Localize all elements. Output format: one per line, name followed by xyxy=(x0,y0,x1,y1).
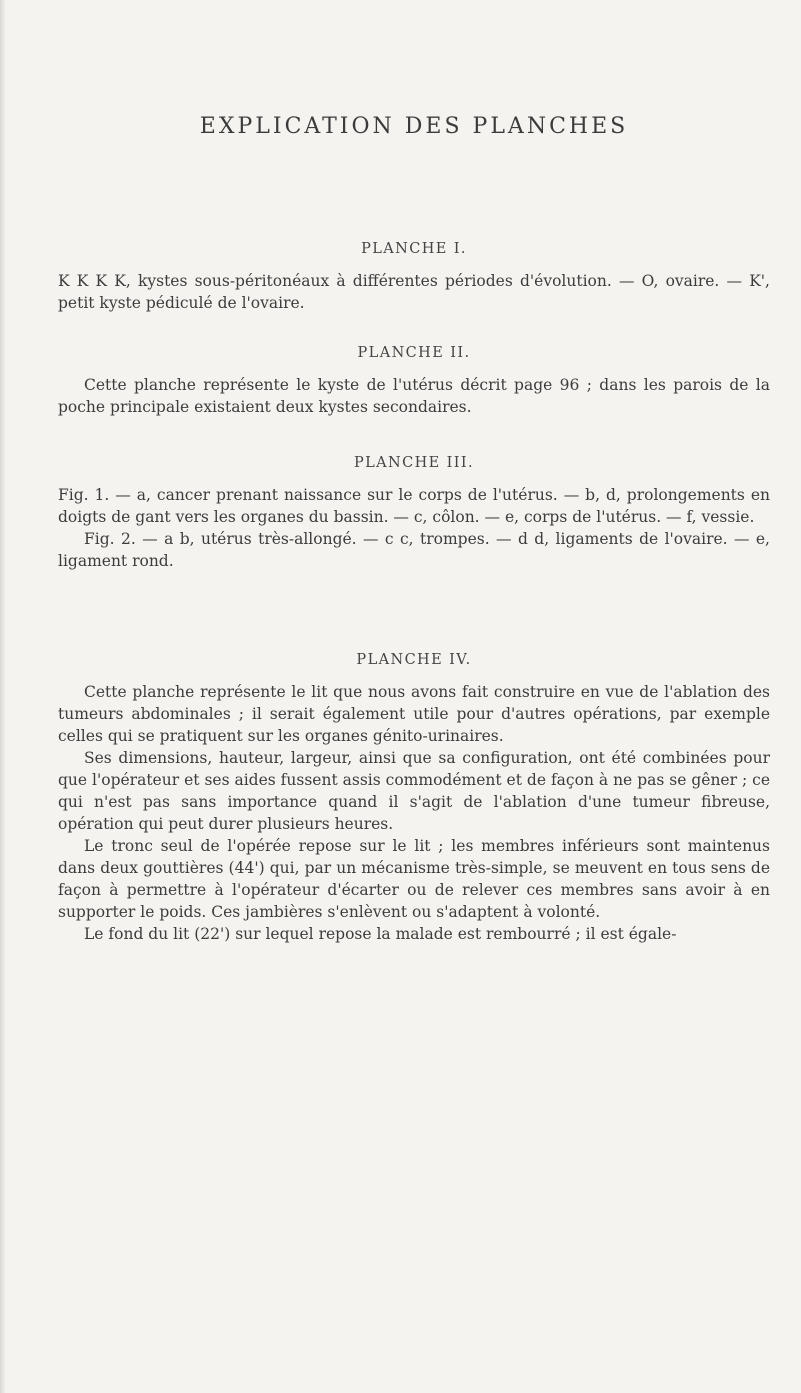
planche-4-paragraph-3: Le tronc seul de l'opérée repose sur le lit ; les membres inférieurs sont maintenus dans deux gouttières (44') qui, par un mécanisme très-simple, se meuvent en tous sens de façon à permettre à l'opérateur d'écarter ou de relever ces membres sans avoir à en supporter le poids. Ces jambières s'enlèvent ou s'adaptent à volonté. xyxy=(58,837,770,921)
planche-4-paragraph-1: Cette planche représente le lit que nous avons fait construire en vue de l'ablation des tumeurs abdominales ; il serait également utile pour d'autres opérations, par exemple celles qui se pratiquent sur les organes génito-urinaires. xyxy=(58,683,770,745)
planche-4-paragraph-2: Ses dimensions, hauteur, largeur, ainsi que sa configuration, ont été combinées pour que l'opérateur et ses aides fussent assis commodément et de façon à ne pas se gêner ; ce qui n'est pas sans importance quand il s'agit de l'ablation d'une tumeur fibreuse, opération qui peut durer plusieurs heures. xyxy=(58,749,770,833)
planche-3-section xyxy=(58,455,770,572)
planche-3-fig-2: Fig. 2. — a b, utérus très-allongé. — c c, trompes. — d d, ligaments de l'ovaire. — e, ligament rond. xyxy=(58,530,770,570)
planche-2-text: Cette planche représente le kyste de l'utérus décrit page 96 ; dans les parois de la poche principale existaient deux kystes secondaires. xyxy=(58,376,770,416)
planche-2-section xyxy=(58,345,770,418)
page-edge-shadow xyxy=(0,0,6,1393)
page-title: EXPLICATION DES PLANCHES xyxy=(199,114,629,139)
planche-3-fig-1: Fig. 1. — a, cancer prenant naissance sur le corps de l'utérus. — b, d, prolongements en doigts de gant vers les organes du bassin. — c, côlon. — e, corps de l'utérus. — f, vessie. xyxy=(58,486,770,526)
planche-3-heading: PLANCHE III. xyxy=(353,455,475,471)
planche-4-heading: PLANCHE IV. xyxy=(356,652,472,668)
planche-4-paragraph-4: Le fond du lit (22') sur lequel repose la malade est rembourré ; il est égale- xyxy=(84,925,677,943)
planche-2-heading: PLANCHE II. xyxy=(357,345,471,361)
planche-1-heading: PLANCHE I. xyxy=(361,241,467,257)
planche-4-section xyxy=(58,652,770,945)
planche-1-section xyxy=(58,241,770,314)
planche-1-text: K K K K, kystes sous-péritonéaux à différentes périodes d'évolution. — O, ovaire. — K', petit kyste pédiculé de l'ovaire. xyxy=(58,272,770,312)
